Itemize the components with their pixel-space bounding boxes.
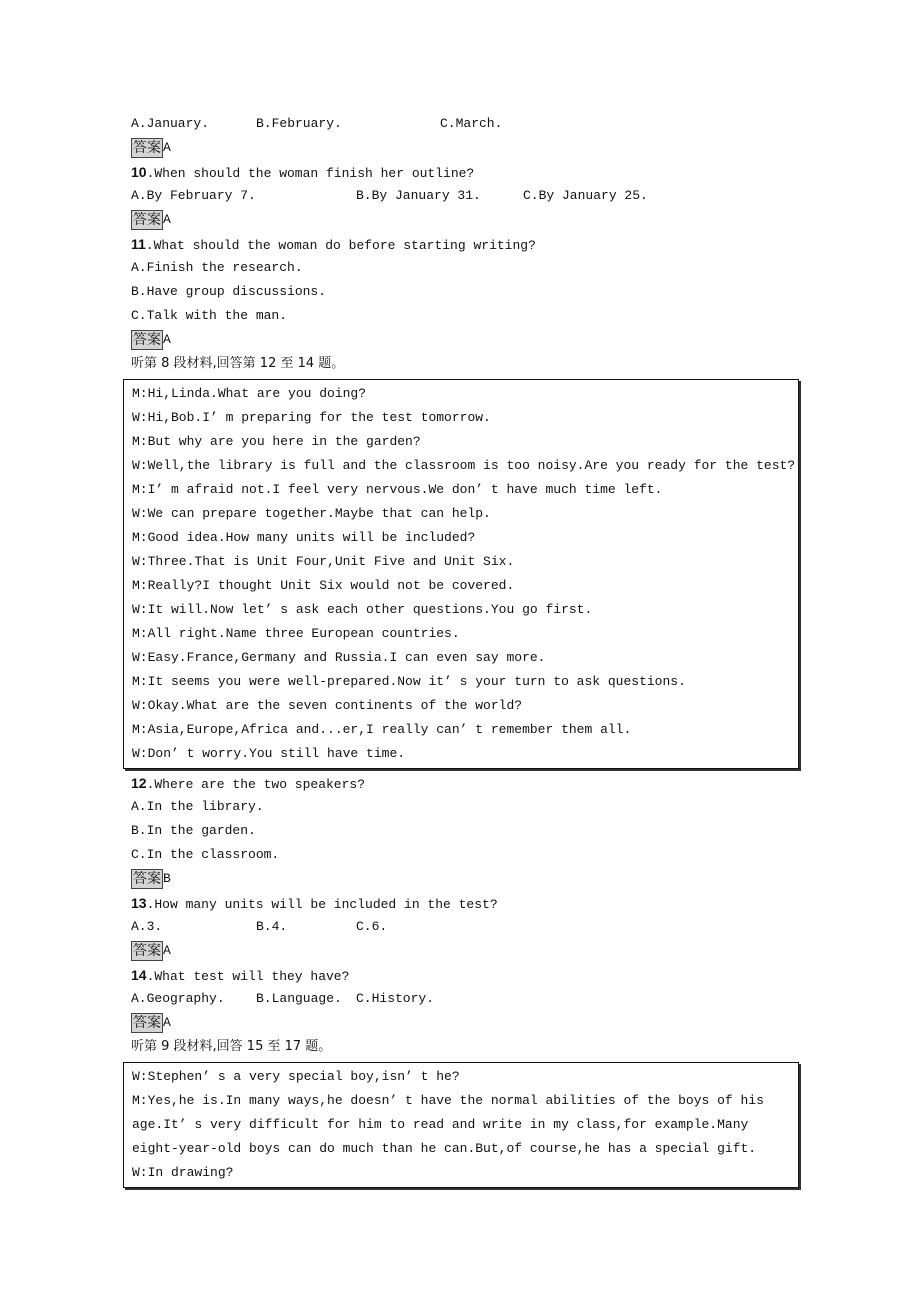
q12-answer: [131, 867, 811, 891]
q10-options: [131, 184, 811, 208]
question-number: 10: [131, 164, 147, 180]
option-c: C.By January 25.: [523, 188, 648, 203]
answer-value: A: [163, 212, 171, 227]
option-c: C.March.: [440, 116, 503, 131]
dialogue-line: W:Hi,Bob.I’ m preparing for the test tomorrow.: [132, 410, 491, 425]
q14-options: [131, 987, 811, 1011]
q9-answer: [131, 136, 811, 160]
dialogue-line: M:Good idea.How many units will be included?: [132, 530, 476, 545]
answer-value: B: [163, 871, 171, 886]
answer-value: A: [163, 140, 171, 155]
option-c: C.Talk with the man.: [131, 308, 288, 323]
dialogue-line: W:Three.That is Unit Four,Unit Five and Unit Six.: [132, 554, 515, 569]
answer-value: A: [163, 332, 171, 347]
option-a: A.Finish the research.: [131, 260, 303, 275]
option-c: C.In the classroom.: [131, 847, 280, 862]
question-number: 13: [131, 895, 147, 911]
option-a: A.Geography.: [131, 991, 225, 1006]
question-number: 14: [131, 967, 147, 983]
q13-answer: [131, 939, 811, 963]
answer-value: A: [163, 1015, 171, 1030]
question-number: 11: [131, 236, 146, 252]
section-intro-8: 听第 8 段材料,回答第 12 至 14 题。: [131, 356, 345, 371]
q14-question: [131, 963, 811, 987]
question-text: .When should the woman finish her outline?: [146, 166, 475, 181]
dialogue-box-8: [123, 379, 799, 769]
option-b: B.Have group discussions.: [131, 284, 327, 299]
question-text: .Where are the two speakers?: [146, 777, 366, 792]
q9-options: [131, 112, 811, 136]
option-b: B.In the garden.: [131, 823, 256, 838]
dialogue-line: W:It will.Now let’ s ask each other questions.You go first.: [132, 602, 593, 617]
option-b: B.By January 31.: [356, 188, 481, 203]
dialogue-line: M:All right.Name three European countries.: [132, 626, 460, 641]
q12-question: [131, 771, 811, 795]
question-text: .What should the woman do before starting writing?: [145, 238, 536, 253]
dialogue-line: W:Well,the library is full and the classroom is too noisy.Are you ready for the test?: [132, 458, 796, 473]
dialogue-line: age.It’ s very difficult for him to read and write in my class,for example.Many: [132, 1117, 749, 1132]
q10-question: [131, 160, 811, 184]
dialogue-line: W:Easy.France,Germany and Russia.I can even say more.: [132, 650, 546, 665]
dialogue-line: M:I’ m afraid not.I feel very nervous.We don’ t have much time left.: [132, 482, 663, 497]
dialogue-line: M:It seems you were well-prepared.Now it’ s your turn to ask questions.: [132, 674, 686, 689]
q13-options: [131, 915, 811, 939]
answer-badge: 答案: [133, 1014, 161, 1031]
dialogue-line: W:Stephen’ s a very special boy,isn’ t he?: [132, 1069, 460, 1084]
answer-badge: 答案: [133, 870, 161, 887]
q10-answer: [131, 208, 811, 232]
option-a: A.By February 7.: [131, 188, 256, 203]
answer-badge: 答案: [133, 942, 161, 959]
option-c: C.6.: [356, 919, 388, 934]
option-a: A.3.: [131, 919, 163, 934]
q11-question: [131, 232, 811, 256]
question-text: .How many units will be included in the test?: [146, 897, 498, 912]
dialogue-line: W:We can prepare together.Maybe that can help.: [132, 506, 491, 521]
question-text: .What test will they have?: [146, 969, 350, 984]
option-a: A.January.: [131, 116, 210, 131]
option-b: B.Language.: [256, 991, 342, 1006]
dialogue-line: eight-year-old boys can do much than he can.But,of course,he has a special gift.: [132, 1141, 757, 1156]
dialogue-line: M:Asia,Europe,Africa and...er,I really can’ t remember them all.: [132, 722, 632, 737]
answer-badge: 答案: [133, 211, 161, 228]
option-b: B.February.: [256, 116, 342, 131]
dialogue-line: M:Really?I thought Unit Six would not be covered.: [132, 578, 515, 593]
dialogue-line: W:In drawing?: [132, 1165, 234, 1180]
option-a: A.In the library.: [131, 799, 264, 814]
dialogue-line: W:Okay.What are the seven continents of the world?: [132, 698, 523, 713]
q11-answer: [131, 328, 811, 352]
answer-value: A: [163, 943, 171, 958]
dialogue-line: W:Don’ t worry.You still have time.: [132, 746, 406, 761]
dialogue-line: M:Hi,Linda.What are you doing?: [132, 386, 367, 401]
q13-question: [131, 891, 811, 915]
option-b: B.4.: [256, 919, 288, 934]
option-c: C.History.: [356, 991, 435, 1006]
dialogue-line: M:Yes,he is.In many ways,he doesn’ t have the normal abilities of the boys of his: [132, 1093, 764, 1108]
section-intro-9: 听第 9 段材料,回答 15 至 17 题。: [131, 1039, 332, 1054]
dialogue-box-9: [123, 1062, 799, 1188]
answer-badge: 答案: [133, 331, 161, 348]
dialogue-line: M:But why are you here in the garden?: [132, 434, 421, 449]
answer-badge: 答案: [133, 139, 161, 156]
q14-answer: [131, 1011, 811, 1035]
question-number: 12: [131, 775, 147, 791]
